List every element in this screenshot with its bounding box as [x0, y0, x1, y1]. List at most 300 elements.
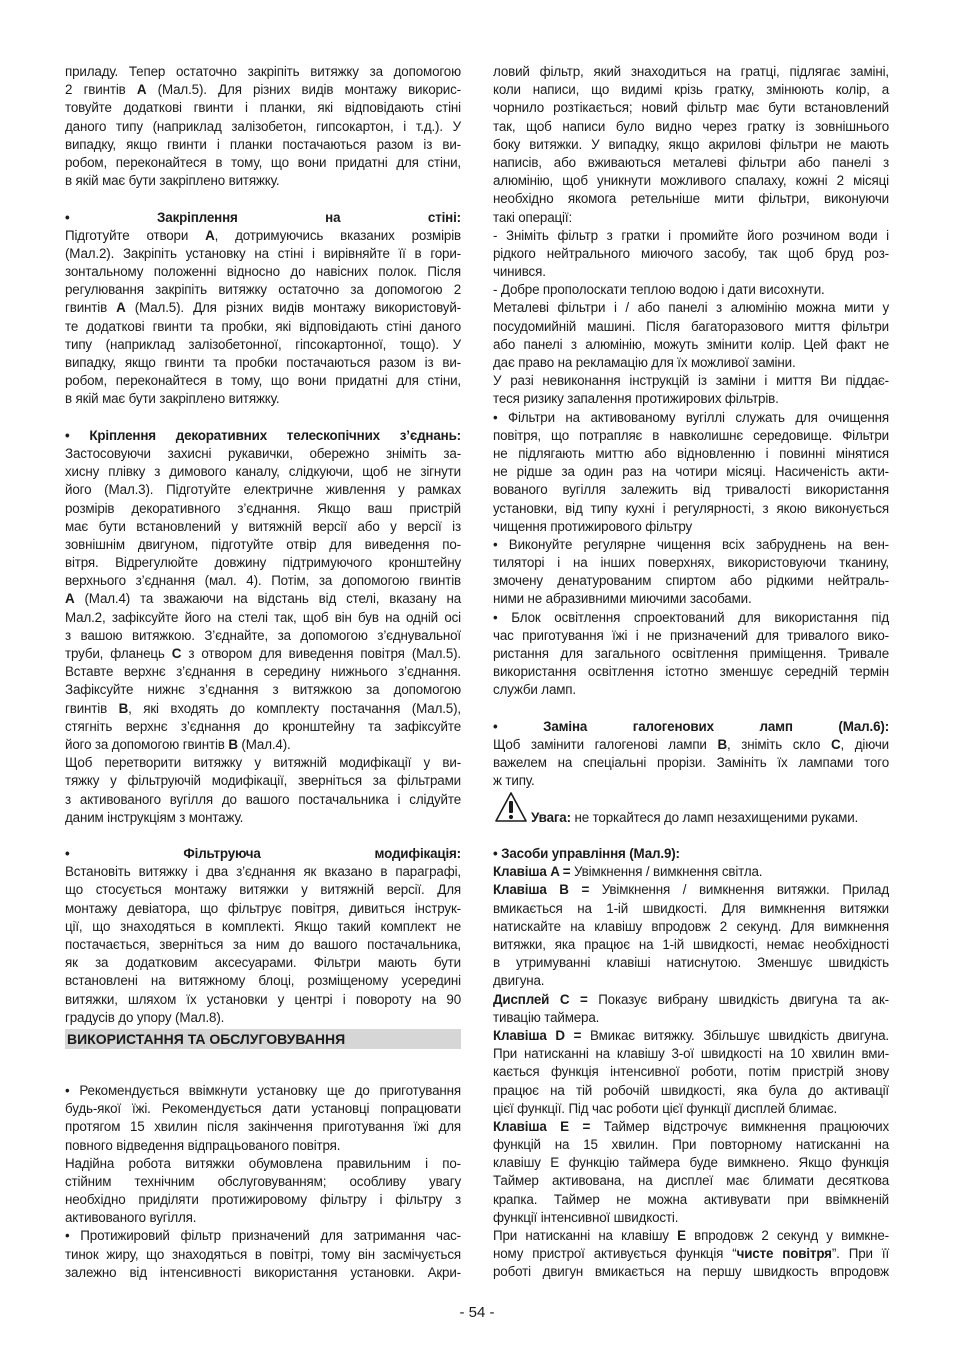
- text-line: [65, 900, 461, 918]
- text-run: градусів до упору (Мал.8).: [65, 1009, 225, 1025]
- text-line: [65, 645, 461, 663]
- text-run: функції інтенсивної швидкості.: [493, 1209, 679, 1225]
- text-run: установки, від типу кухні і регулярності, з якою виконується: [493, 500, 889, 516]
- text-run: функцій на 15 хвилин. При повторному натисканні на: [493, 1137, 889, 1153]
- text-line: [65, 1264, 461, 1282]
- text-run: Мал.2, зафіксуйте його на стелі так, щоб він був на одній осі: [65, 609, 461, 625]
- text-run: • Виконуйте регулярне чищення всіх забруднень на вен-: [493, 536, 889, 552]
- text-line: [65, 1209, 461, 1227]
- text-run: Щоб перетворити витяжку у витяжній модифікації у ви-: [65, 755, 461, 771]
- paragraph: [493, 718, 889, 791]
- text-run: Підготуйте отвори: [65, 227, 206, 243]
- text-run: (Мал.2). Закріпіть установку на стіні і вирівняйте її в гори-: [65, 245, 461, 261]
- text-line: [493, 481, 889, 499]
- text-run: ристання для загального освітлення приміщення. Тривале: [493, 646, 889, 661]
- text-line: [493, 1009, 889, 1027]
- text-line: [65, 336, 461, 354]
- text-line: [493, 118, 889, 136]
- text-line: [493, 627, 889, 645]
- text-run: , дотримуючись вказаних розмірів: [214, 227, 461, 243]
- text-line: [493, 518, 889, 536]
- text-line: [493, 209, 889, 227]
- text-run: (Мал.5). Для різних видів монтажу використовуй-: [125, 300, 461, 316]
- bold-text: Клавіша B =: [493, 882, 590, 898]
- text-line: [493, 427, 889, 445]
- spacer: [493, 827, 889, 845]
- text-line: [65, 809, 461, 827]
- text-run: має бути встановлений у витяжній версії або у версії із: [65, 518, 461, 534]
- text-run: повного відведення відпрацьованого повітря.: [65, 1137, 341, 1153]
- text-line: [65, 1118, 461, 1136]
- text-run: Надійна робота витяжки обумовлена правильним і по-: [65, 1155, 461, 1171]
- text-line: [65, 1191, 461, 1209]
- text-line: [65, 463, 461, 481]
- text-run: стійним технічним обслуговуванням; особливу увагу: [65, 1173, 461, 1189]
- text-run: Вмикає витяжку. Збільшує швидкість двигуна.: [581, 1027, 889, 1043]
- text-line: [65, 354, 461, 372]
- text-line: [65, 554, 461, 572]
- bold-text: Увага:: [531, 809, 571, 825]
- text-line: [493, 190, 889, 208]
- text-line: [493, 718, 889, 736]
- text-run: труби, фланець: [65, 646, 172, 661]
- text-line: [65, 845, 461, 863]
- text-run: такі операції:: [493, 209, 573, 225]
- bold-text: • Кріплення декоративних телескопічних з’єднань:: [65, 427, 461, 443]
- paragraph: [493, 299, 889, 372]
- text-run: • Блок освітлення спроектований для використання під: [493, 609, 889, 625]
- text-line: [493, 1027, 889, 1045]
- text-run: вмикається на 1-ій швидкості. Для вимкнення витяжки: [493, 900, 889, 916]
- text-line: [493, 99, 889, 117]
- text-line: [493, 445, 889, 463]
- text-run: типу (наприклад залізобетонної, гіпсокартонної, тощо). У: [65, 336, 461, 352]
- warning-triangle-icon: [494, 791, 528, 823]
- text-line: [65, 209, 461, 227]
- text-run: (Мал.4).: [237, 736, 291, 752]
- text-run: Показує вибрану швидкість двигуна та ак-: [587, 991, 889, 1007]
- text-line: [493, 663, 889, 681]
- spacer: [65, 409, 461, 427]
- text-line: [65, 700, 461, 718]
- text-run: не рідше за один раз на чотири місяці. Насиченість акти-: [493, 464, 889, 480]
- bold-text: A: [205, 227, 215, 243]
- text-line: [65, 372, 461, 390]
- text-line: [65, 881, 461, 899]
- text-run: , які входять до комплекту постачання (Мал.5),: [128, 700, 461, 716]
- bold-text: C: [830, 736, 841, 752]
- text-line: [65, 609, 461, 627]
- text-line: [65, 754, 461, 772]
- text-run: • Фільтри на активованому вугіллі служать для очищення: [493, 409, 889, 425]
- bold-text: A: [136, 82, 147, 98]
- text-line: [65, 1227, 461, 1245]
- text-run: крапка. Таймер не можна активувати при ввімкненій: [493, 1191, 889, 1207]
- text-line: [65, 627, 461, 645]
- text-line: [65, 1100, 461, 1118]
- paragraph: [65, 427, 461, 754]
- text-line: [65, 445, 461, 463]
- text-run: працює на тій робочій швидкості, яка була до активації: [493, 1082, 889, 1098]
- right-column: [493, 63, 889, 1282]
- text-run: з отвором для виведення повітря (Мал.5).: [181, 646, 461, 661]
- text-run: цієї функції. Під час роботи цієї функції дисплей блимає.: [493, 1100, 838, 1116]
- text-run: або панелі з алюмінію, можуть змінити колір. Цей факт не: [493, 336, 889, 352]
- text-run: важелем на спеціальні прорізи. Замініть їх лампами того: [493, 755, 889, 771]
- text-run: тивацію таймера.: [493, 1009, 600, 1025]
- paragraph: [493, 1027, 889, 1118]
- paragraph: [493, 1118, 889, 1227]
- text-line: [65, 1246, 461, 1264]
- bold-text: A: [116, 300, 126, 316]
- spacer: [65, 827, 461, 845]
- bold-text: Дисплей C =: [493, 991, 588, 1007]
- text-line: [493, 536, 889, 554]
- bold-text: • Закріплення на стіні:: [65, 209, 461, 225]
- text-line: [493, 1263, 889, 1281]
- text-line: [493, 1045, 889, 1063]
- text-run: не підлягають миттю або відновленню і повинні мінятися: [493, 445, 889, 461]
- text-run: в утримуванні клавіші натиснутою. Зменшує швидкість: [493, 955, 889, 971]
- text-line: [493, 954, 889, 972]
- text-run: роботі двигун вмикається на першу швидкость впродовж: [493, 1264, 889, 1280]
- text-line: [65, 663, 461, 681]
- text-line: [493, 900, 889, 918]
- text-run: гвинтів: [65, 700, 119, 716]
- text-line: [493, 590, 889, 608]
- text-run: У разі невиконання інструкцій із заміни і миття Ви піддає-: [493, 373, 889, 389]
- paragraph: [493, 991, 889, 1027]
- text-run: в якій має бути закріплено витяжку.: [65, 391, 280, 407]
- text-line: [65, 263, 461, 281]
- text-line: [65, 500, 461, 518]
- text-line: [493, 1154, 889, 1172]
- paragraph: [65, 1082, 461, 1155]
- text-line: [65, 172, 461, 190]
- text-line: [65, 863, 461, 881]
- text-run: Таймер активована, на дисплеї має блимати десяткова: [493, 1173, 889, 1189]
- paragraph: [493, 63, 889, 227]
- warning-note: [493, 791, 889, 827]
- text-line: [493, 409, 889, 427]
- text-line: [65, 227, 461, 245]
- text-line: [493, 263, 889, 281]
- text-line: [493, 1191, 889, 1209]
- text-line: [65, 936, 461, 954]
- text-run: ному пристрої активується функція “: [493, 1246, 737, 1262]
- text-run: так, щоб написи було видно через гратку із зовнішнього: [493, 118, 889, 134]
- page-number: - 54 -: [459, 1304, 495, 1321]
- text-line: [493, 936, 889, 954]
- text-line: [65, 1155, 461, 1173]
- paragraph: [65, 754, 461, 827]
- text-run: протягом 15 хвилин після закінчення приготування їжі для: [65, 1119, 461, 1135]
- text-line: [493, 463, 889, 481]
- text-run: змочену денатурованим спиртом або рідкими нейтраль-: [493, 573, 889, 589]
- bold-text: • Фільтруюча модифікація:: [65, 846, 461, 862]
- text-run: тиляторі і на інших поверхнях, використовуючи тканину,: [493, 555, 889, 571]
- text-line: [65, 972, 461, 990]
- text-run: чорнило розтікається; новий фільтр має бути встановлений: [493, 100, 889, 116]
- text-run: стягніть верхнє з’єднання до кронштейну та зафіксуйте: [65, 718, 461, 734]
- text-line: [65, 136, 461, 154]
- paragraph: [493, 281, 889, 299]
- text-run: будь-якої їжі. Рекомендується дати установці попрацювати: [65, 1101, 461, 1117]
- bold-text: Клавіша E =: [493, 1118, 591, 1134]
- text-run: необхідно якомога ретельніше мити фільтри, виконуючи: [493, 191, 889, 207]
- bold-text: E: [677, 1228, 686, 1244]
- text-run: Щоб замінити галогенові лампи: [493, 736, 718, 752]
- text-line: [493, 227, 889, 245]
- text-run: 2 гвинтів: [65, 82, 137, 98]
- text-line: [493, 281, 889, 299]
- text-run: кається функція інтенсивної роботи, потім пристрій знову: [493, 1064, 889, 1080]
- text-run: , діючи: [840, 736, 890, 752]
- text-run: що стосується монтажу витяжки у витяжній версії. Для: [65, 882, 461, 898]
- text-run: повітря, що потрапляє в навколишнє середовище. Фільтри: [493, 427, 889, 443]
- bold-text: Клавіша D =: [493, 1027, 582, 1043]
- text-run: верхнього з’єднання (мал. 4). Потім, за допомогою гвинтів: [65, 573, 461, 589]
- text-line: [65, 118, 461, 136]
- text-run: двигуна.: [493, 973, 545, 989]
- text-run: розмірів декоративного з’єднання. Якщо ваш пристрій: [65, 500, 461, 516]
- text-line: [493, 336, 889, 354]
- text-run: - Зніміть фільтр з гратки і промийте його розчином води і: [493, 227, 889, 243]
- text-line: [493, 299, 889, 317]
- text-run: використання освітлення істотно зменшує середній термін: [493, 664, 889, 680]
- text-line: [65, 1082, 461, 1100]
- paragraph: [65, 845, 461, 1027]
- text-line: [65, 299, 461, 317]
- text-run: гвинтів: [65, 300, 117, 316]
- text-run: , зніміть скло: [727, 736, 831, 752]
- text-run: боку витяжки. У випадку, якщо акрилові фільтри не мають: [493, 136, 889, 152]
- text-line: [493, 772, 889, 790]
- text-run: посудомийній машині. Після багаторазового миття фільтри: [493, 318, 889, 334]
- text-run: ловий фільтр, який знаходиться на гратці, підлягає заміні,: [493, 64, 889, 79]
- text-run: зовнішнім двигуном, підготуйте отвір для виведення по-: [65, 536, 461, 552]
- text-line: [65, 427, 461, 445]
- text-line: [65, 590, 461, 608]
- text-line: [493, 1063, 889, 1081]
- paragraph: [65, 1227, 461, 1282]
- text-run: Застосовуючи захисні рукавички, обережно зніміть за-: [65, 445, 461, 461]
- text-run: не торкайтеся до ламп незахищеними руками.: [570, 809, 859, 825]
- text-line: [65, 791, 461, 809]
- text-run: монтажу девіатора, що фільтрує повітря, дивиться інструк-: [65, 900, 461, 916]
- text-line: [493, 609, 889, 627]
- text-line: [65, 281, 461, 299]
- text-run: рідкого нейтрального миючого засобу, так щоб бруд роз-: [493, 245, 889, 261]
- text-run: даним інструкціям з монтажу.: [65, 809, 244, 825]
- text-run: служби ламп.: [493, 682, 576, 698]
- text-line: [65, 245, 461, 263]
- text-run: залежно від інтенсивності використання установки. Акри-: [65, 1264, 461, 1280]
- text-run: впродовж 2 секунд у вимкне-: [685, 1228, 889, 1244]
- text-run: Зафіксуйте нижнє з’єднання з витяжкою за допомогою: [65, 682, 461, 698]
- text-run: приладу. Тепер остаточно закріпіть витяжку за допомогою: [65, 64, 461, 79]
- text-line: [65, 481, 461, 499]
- text-run: ними не абразивними миючими засобами.: [493, 591, 752, 607]
- bold-text: • Засоби управління (Мал.9):: [493, 846, 680, 862]
- text-line: [493, 1227, 889, 1245]
- text-line: [493, 500, 889, 518]
- paragraph: [65, 1155, 461, 1228]
- text-line: [493, 245, 889, 263]
- text-run: витяжки, шляхом їх установки у центрі і повороту на 90: [65, 991, 461, 1007]
- text-run: - Добре прополоскати теплою водою і дати висохнути.: [493, 282, 825, 298]
- text-line: [65, 1137, 461, 1155]
- text-run: При натисканні на клавішу: [493, 1228, 678, 1244]
- text-run: з вашою витяжкою. З’єднайте, за допомогою з’єднувальної: [65, 627, 461, 643]
- paragraph: [493, 372, 889, 408]
- text-run: натискайте на клавішу впродовж 2 секунд. Для вимкнення: [493, 918, 889, 934]
- text-line: [493, 354, 889, 372]
- text-run: (Мал.5). Для різних видів монтажу викорис-: [146, 82, 461, 98]
- text-line: [65, 681, 461, 699]
- text-run: час приготування їжі і не призначений для тривалого вико-: [493, 627, 889, 643]
- text-run: чинився.: [493, 264, 546, 280]
- text-run: чищення протижирового фільтру: [493, 518, 693, 534]
- text-run: • Протижировий фільтр призначений для затримання час-: [65, 1228, 461, 1244]
- text-line: [65, 390, 461, 408]
- bold-text: Клавіша A =: [493, 864, 571, 880]
- text-line: [493, 136, 889, 154]
- text-run: як за додатковим аксесуарами. Фільтри мають бути: [65, 955, 461, 971]
- paragraph: [493, 536, 889, 609]
- text-line: [493, 154, 889, 172]
- text-line: [493, 754, 889, 772]
- section-heading: ВИКОРИСТАННЯ ТА ОБСЛУГОВУВАННЯ: [65, 1029, 461, 1049]
- warning-text: [531, 809, 858, 827]
- text-line: [493, 1209, 889, 1227]
- text-line: [65, 772, 461, 790]
- text-run: робом, переконайтеся в тому, що вони придатні для стіни,: [65, 373, 461, 389]
- spacer: [65, 190, 461, 208]
- paragraph: [493, 227, 889, 282]
- spacer: [493, 700, 889, 718]
- text-line: [493, 1136, 889, 1154]
- text-line: [493, 572, 889, 590]
- text-line: [493, 918, 889, 936]
- text-run: (Мал.4) та зважаючи на відстань від стелі, вказану на: [74, 591, 461, 607]
- text-line: [65, 536, 461, 554]
- text-line: [65, 154, 461, 172]
- text-line: [65, 918, 461, 936]
- text-line: [493, 318, 889, 336]
- text-run: необхідно приділяти протижировому фільтру і фільтру з: [65, 1192, 461, 1208]
- text-run: При натисканні на клавішу 3-ої швидкості на 10 хвилин вми-: [493, 1046, 889, 1062]
- text-line: [493, 1245, 889, 1263]
- text-line: [493, 863, 889, 881]
- paragraph: [493, 881, 889, 990]
- text-run: витяжки, яка працює на 1-ій швидкості, немає необхідності: [493, 937, 889, 953]
- text-line: [65, 1009, 461, 1027]
- text-line: [493, 172, 889, 190]
- text-line: [493, 1082, 889, 1100]
- text-run: коли написи, що видимі крізь гратку, змінюють колір, а: [493, 82, 889, 98]
- text-line: [493, 736, 889, 754]
- text-line: [65, 81, 461, 99]
- text-line: [493, 390, 889, 408]
- text-run: в якій має бути закріплено витяжку.: [65, 173, 280, 189]
- bold-text: A: [65, 591, 75, 607]
- text-line: [65, 518, 461, 536]
- text-line: [65, 1173, 461, 1191]
- text-run: дає право на рекламацію для їх можливої заміни.: [493, 355, 796, 370]
- text-run: даного типу (наприклад залізобетон, гипсокартон, і т.д.). У: [65, 118, 461, 134]
- text-line: [493, 372, 889, 390]
- text-line: [65, 318, 461, 336]
- paragraph: [493, 409, 889, 536]
- bold-text: B: [717, 736, 727, 752]
- text-run: ”. При її: [831, 1246, 890, 1262]
- left-column: [65, 63, 461, 1282]
- text-line: [65, 718, 461, 736]
- bold-text: B: [228, 736, 238, 752]
- text-run: теся ризику запалення протижирових фільтрів.: [493, 391, 779, 407]
- text-run: з активованого вугілля до вашого постачальника і слідуйте: [65, 791, 461, 807]
- paragraph: [493, 1227, 889, 1282]
- text-run: Таймер відстрочує вимкнення працюючих: [590, 1118, 890, 1134]
- text-line: [65, 736, 461, 754]
- paragraph: [65, 209, 461, 409]
- text-run: тинок жиру, що знаходяться в повітрі, тому він засмічується: [65, 1246, 461, 1262]
- text-line: [493, 1172, 889, 1190]
- text-line: [493, 63, 889, 81]
- text-run: Металеві фільтри і / або панелі з алюмінію можна мити у: [493, 300, 889, 316]
- text-run: Встановіть витяжку і два з’єднання як вказано в параграфі,: [65, 864, 461, 880]
- text-run: ж типу.: [493, 773, 535, 789]
- text-line: [493, 881, 889, 899]
- text-line: [493, 554, 889, 572]
- bold-text: B: [118, 700, 129, 716]
- text-run: алюмінію, щоб уникнути можливого спалаху, кожні 2 місяці: [493, 173, 889, 189]
- text-line: [493, 681, 889, 699]
- text-run: вітря. Відрегулюйте довжину підтримуючого кронштейну: [65, 555, 461, 571]
- bold-text: C: [171, 646, 182, 661]
- text-run: Увімкнення / вимкнення витяжки. Прилад: [589, 882, 889, 898]
- text-run: його за допомогою гвинтів: [65, 736, 229, 752]
- text-line: [65, 991, 461, 1009]
- text-line: [65, 99, 461, 117]
- text-run: випадку, якщо гвинти та пробки постачаються разом із ви-: [65, 355, 461, 370]
- text-run: регулювання закріпіть витяжку остаточно за допомогою 2: [65, 282, 461, 298]
- text-run: те додаткові гвинти та пробки, які відповідають стіні даного: [65, 318, 461, 334]
- text-run: Вставте верхнє з’єднання в середину нижнього з’єднання.: [65, 664, 461, 680]
- text-run: активованого вугілля.: [65, 1210, 197, 1226]
- text-run: • Рекомендується ввімкнути установку ще до приготування: [65, 1082, 461, 1098]
- text-run: встановлені на витяжному блоці, розміщеному усередині: [65, 973, 461, 989]
- text-run: Увімкнення / вимкнення світла.: [570, 864, 763, 880]
- text-run: його (Мал.3). Підготуйте електричне живлення у рамках: [65, 482, 461, 498]
- text-line: [493, 645, 889, 663]
- text-line: [493, 1118, 889, 1136]
- text-line: [65, 572, 461, 590]
- text-run: випадку, якщо гвинти і планки постачаються разом із ви-: [65, 136, 461, 152]
- text-run: хисну плівку з димового каналу, слідкуючи, щоб не зігнути: [65, 464, 461, 480]
- text-line: [493, 972, 889, 990]
- text-run: постачається, зверніться за ним до вашого постачальника,: [65, 937, 461, 952]
- text-run: ції, що знаходяться в комплекті. Якщо такий комплект не: [65, 918, 461, 934]
- paragraph: [493, 863, 889, 881]
- text-line: [493, 991, 889, 1009]
- text-run: зонтальному положенні відносно до навісних полок. Після: [65, 264, 461, 280]
- text-line: [65, 63, 461, 81]
- text-run: тяжку у фільтруючій модифікації, зверніться за фільтрами: [65, 773, 461, 789]
- text-run: вованого вугілля залежить від тривалості використання: [493, 482, 889, 498]
- bold-text: чисте повітря: [736, 1246, 832, 1262]
